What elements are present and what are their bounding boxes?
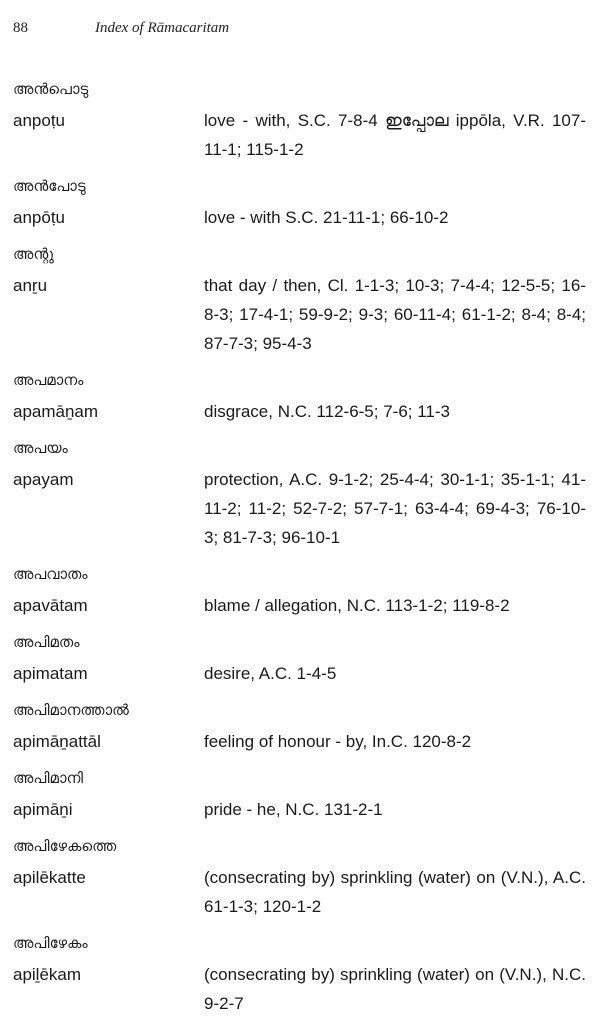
- index-entry: [13, 169, 586, 232]
- transliterated-term: apimāṉi: [13, 800, 73, 819]
- definition: (consecrating by) sprinkling (water) on (V.N.), N.C. 9-2-7: [204, 965, 586, 1013]
- transliterated-term: apilēkatte: [13, 868, 86, 887]
- transliterated-term: apamāṉam: [13, 402, 99, 421]
- transliterated-term: anṟu: [13, 276, 48, 295]
- definition: desire, A.C. 1-4-5: [204, 664, 337, 683]
- transliterated-term: apayam: [13, 470, 74, 489]
- index-entry: [13, 625, 586, 688]
- definition: love - with S.C. 21-11-1; 66-10-2: [204, 208, 449, 227]
- malayalam-headword: അൻപോടു: [13, 177, 86, 195]
- index-entry: [13, 557, 586, 620]
- transliterated-term: apavātam: [13, 596, 88, 615]
- malayalam-headword: അപയം: [13, 439, 68, 457]
- definition: protection, A.C. 9-1-2; 25-4-4; 30-1-1; 35-1-1; 41-11-2; 11-2; 52-7-2; 57-7-1; 63-4-4; 69-4-3; 76-10-3; 81-7-3; 96-10-1: [204, 470, 586, 547]
- malayalam-headword: അപിമതം: [13, 633, 80, 651]
- malayalam-headword: അപിഴേകത്തെ: [13, 837, 117, 855]
- running-title: Index of Rāmacaritam: [95, 20, 230, 36]
- malayalam-headword: അപിമാനി: [13, 769, 84, 787]
- transliterated-term: apimāṉattāl: [13, 732, 101, 751]
- definition: blame / allegation, N.C. 113-1-2; 119-8-2: [204, 596, 510, 615]
- definition: that day / then, Cl. 1-1-3; 10-3; 7-4-4; 12-5-5; 16-8-3; 17-4-1; 59-9-2; 9-3; 60-11-4; 61-1-2; 8-4; 8-4; 87-7-3; 95-4-3: [204, 276, 586, 353]
- definition: feeling of honour - by, In.C. 120-8-2: [204, 732, 472, 751]
- index-entry: [13, 761, 586, 824]
- transliterated-term: apiḻēkam: [13, 965, 82, 984]
- malayalam-headword: അപിമാനത്താൽ: [13, 701, 129, 719]
- index-entries: [13, 72, 586, 1023]
- definition: (consecrating by) sprinkling (water) on (V.N.), A.C. 61-1-3; 120-1-2: [204, 868, 586, 916]
- definition: disgrace, N.C. 112-6-5; 7-6; 11-3: [204, 402, 450, 421]
- index-entry: [13, 431, 586, 552]
- malayalam-headword: അന്റു: [13, 245, 54, 263]
- definition: love - with, S.C. 7-8-4 ഇപ്പോല ippōla, V.R. 107-11-1; 115-1-2: [204, 111, 586, 159]
- malayalam-headword: അൻപൊടു: [13, 80, 89, 98]
- malayalam-headword: അപമാനം: [13, 371, 84, 389]
- malayalam-headword: അപവാതം: [13, 565, 88, 583]
- page-number: 88: [13, 20, 28, 36]
- index-entry: [13, 926, 586, 1018]
- index-entry: [13, 829, 586, 921]
- page-header: [13, 20, 587, 37]
- index-entry: [13, 363, 586, 426]
- transliterated-term: apimatam: [13, 664, 88, 683]
- malayalam-headword: അപിഴേകം: [13, 934, 88, 952]
- index-entry: [13, 693, 586, 756]
- definition: pride - he, N.C. 131-2-1: [204, 800, 383, 819]
- index-entry: [13, 72, 586, 164]
- transliterated-term: anpoṭu: [13, 111, 65, 130]
- transliterated-term: anpōṭu: [13, 208, 65, 227]
- index-entry: [13, 237, 586, 358]
